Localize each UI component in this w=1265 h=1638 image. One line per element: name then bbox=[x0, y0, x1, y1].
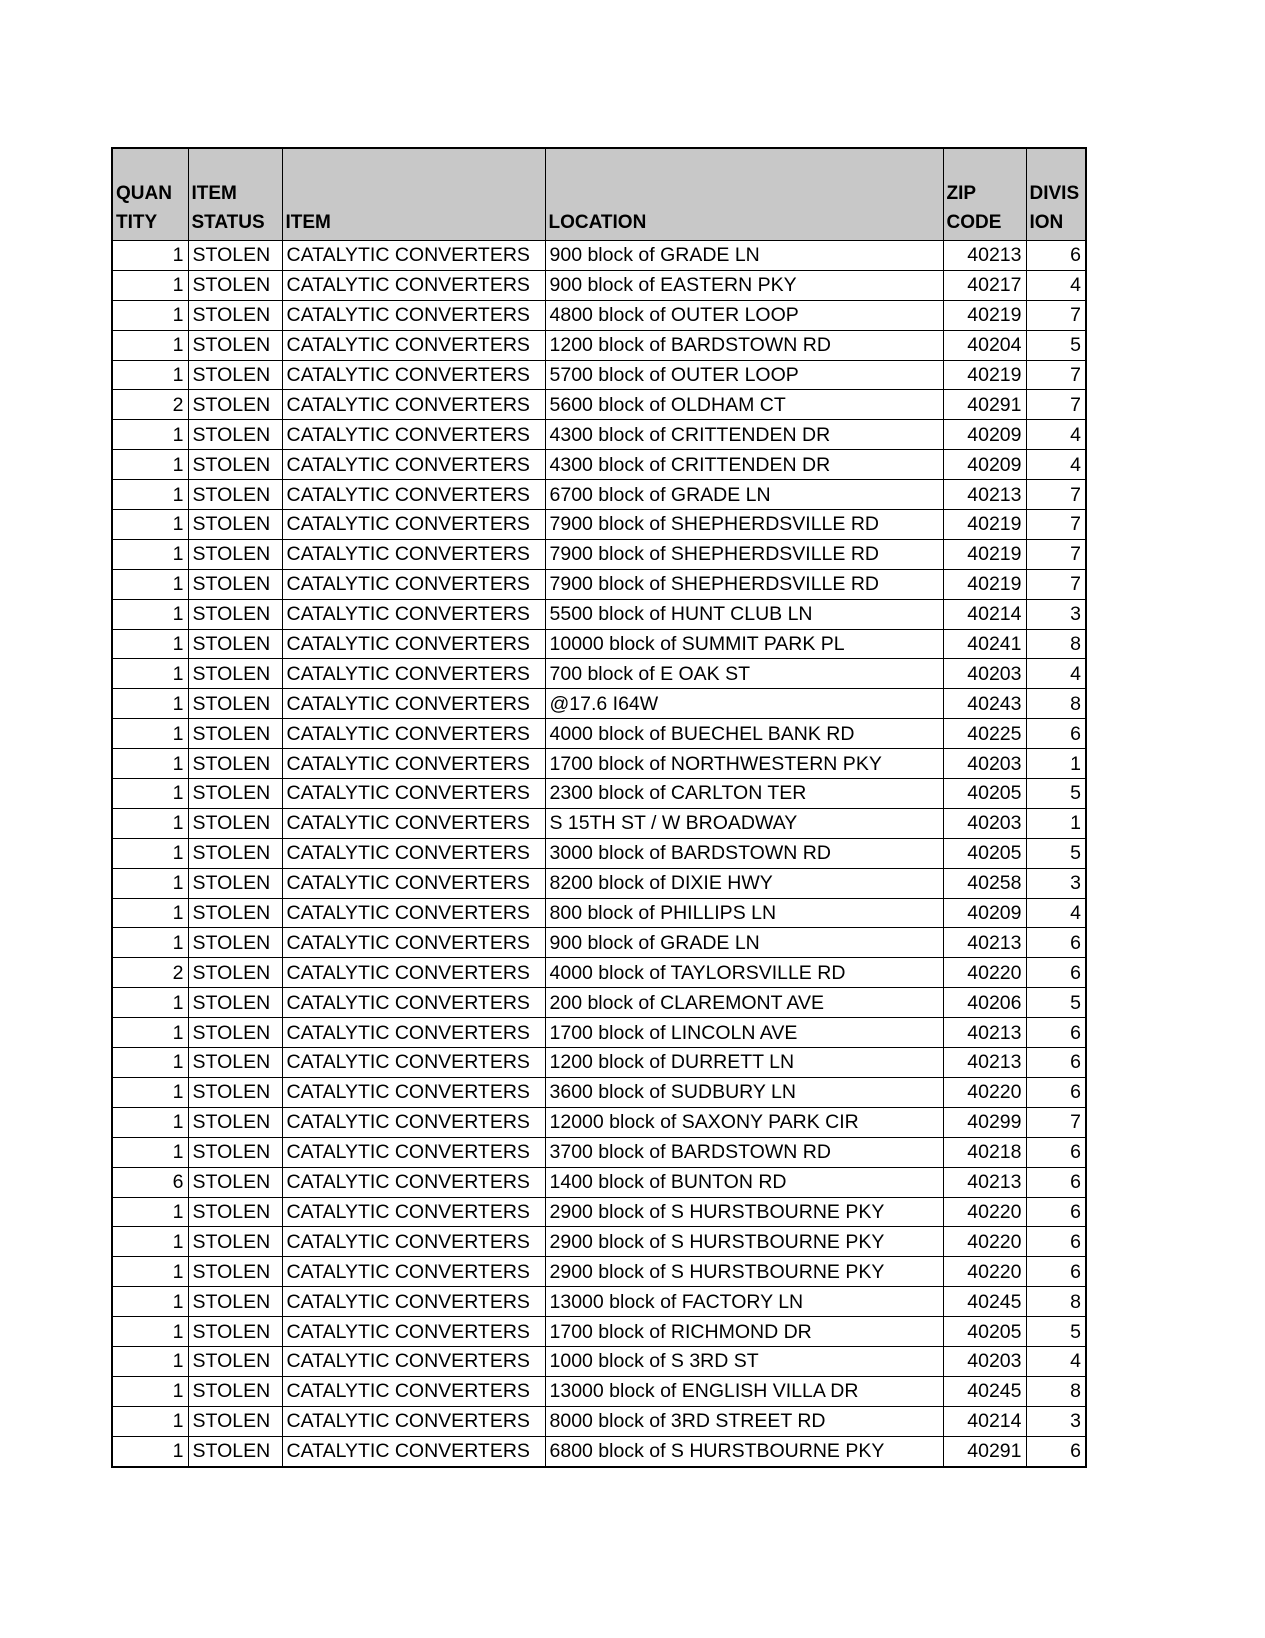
cell-location: S 15TH ST / W BROADWAY bbox=[545, 808, 943, 838]
cell-division: 1 bbox=[1026, 808, 1086, 838]
cell-quantity: 1 bbox=[112, 1287, 188, 1317]
cell-division: 5 bbox=[1026, 779, 1086, 809]
cell-division: 8 bbox=[1026, 1287, 1086, 1317]
cell-quantity: 1 bbox=[112, 659, 188, 689]
cell-zip-code: 40219 bbox=[943, 360, 1026, 390]
table-row bbox=[112, 420, 1086, 450]
cell-item-status: STOLEN bbox=[188, 1197, 282, 1227]
cell-quantity: 2 bbox=[112, 958, 188, 988]
cell-quantity: 1 bbox=[112, 629, 188, 659]
cell-quantity: 1 bbox=[112, 988, 188, 1018]
cell-division: 6 bbox=[1026, 719, 1086, 749]
cell-quantity: 1 bbox=[112, 808, 188, 838]
cell-zip-code: 40213 bbox=[943, 928, 1026, 958]
cell-location: 3600 block of SUDBURY LN bbox=[545, 1077, 943, 1107]
cell-division: 7 bbox=[1026, 510, 1086, 540]
cell-quantity: 1 bbox=[112, 898, 188, 928]
cell-zip-code: 40213 bbox=[943, 1018, 1026, 1048]
table-body bbox=[112, 241, 1086, 1467]
cell-zip-code: 40217 bbox=[943, 270, 1026, 300]
cell-quantity: 1 bbox=[112, 1048, 188, 1078]
cell-quantity: 1 bbox=[112, 330, 188, 360]
cell-location: 700 block of E OAK ST bbox=[545, 659, 943, 689]
cell-item-status: STOLEN bbox=[188, 689, 282, 719]
cell-item-status: STOLEN bbox=[188, 1287, 282, 1317]
cell-quantity: 1 bbox=[112, 779, 188, 809]
cell-item: CATALYTIC CONVERTERS bbox=[282, 360, 545, 390]
table-row bbox=[112, 1436, 1086, 1466]
cell-division: 4 bbox=[1026, 898, 1086, 928]
cell-zip-code: 40219 bbox=[943, 539, 1026, 569]
cell-quantity: 1 bbox=[112, 868, 188, 898]
cell-item: CATALYTIC CONVERTERS bbox=[282, 808, 545, 838]
cell-location: 1000 block of S 3RD ST bbox=[545, 1346, 943, 1376]
cell-item-status: STOLEN bbox=[188, 1227, 282, 1257]
cell-division: 6 bbox=[1026, 1167, 1086, 1197]
table-row bbox=[112, 1317, 1086, 1347]
cell-item-status: STOLEN bbox=[188, 1317, 282, 1347]
cell-item-status: STOLEN bbox=[188, 988, 282, 1018]
cell-zip-code: 40213 bbox=[943, 1048, 1026, 1078]
cell-division: 5 bbox=[1026, 330, 1086, 360]
cell-quantity: 1 bbox=[112, 838, 188, 868]
cell-item: CATALYTIC CONVERTERS bbox=[282, 1018, 545, 1048]
cell-quantity: 1 bbox=[112, 1346, 188, 1376]
table-row bbox=[112, 808, 1086, 838]
cell-division: 3 bbox=[1026, 868, 1086, 898]
cell-location: 900 block of GRADE LN bbox=[545, 241, 943, 271]
cell-location: 12000 block of SAXONY PARK CIR bbox=[545, 1107, 943, 1137]
cell-quantity: 1 bbox=[112, 719, 188, 749]
cell-item-status: STOLEN bbox=[188, 599, 282, 629]
cell-item: CATALYTIC CONVERTERS bbox=[282, 1436, 545, 1466]
cell-item: CATALYTIC CONVERTERS bbox=[282, 390, 545, 420]
cell-location: 4000 block of BUECHEL BANK RD bbox=[545, 719, 943, 749]
cell-item-status: STOLEN bbox=[188, 1018, 282, 1048]
theft-report-table bbox=[111, 147, 1087, 1468]
table-row bbox=[112, 1376, 1086, 1406]
cell-item: CATALYTIC CONVERTERS bbox=[282, 868, 545, 898]
cell-item: CATALYTIC CONVERTERS bbox=[282, 450, 545, 480]
cell-item-status: STOLEN bbox=[188, 300, 282, 330]
table-row bbox=[112, 1346, 1086, 1376]
table-row bbox=[112, 659, 1086, 689]
cell-zip-code: 40214 bbox=[943, 1406, 1026, 1436]
cell-division: 8 bbox=[1026, 1376, 1086, 1406]
cell-location: 7900 block of SHEPHERDSVILLE RD bbox=[545, 539, 943, 569]
cell-location: 1400 block of BUNTON RD bbox=[545, 1167, 943, 1197]
table-row bbox=[112, 1406, 1086, 1436]
cell-location: 3000 block of BARDSTOWN RD bbox=[545, 838, 943, 868]
cell-location: 4300 block of CRITTENDEN DR bbox=[545, 420, 943, 450]
cell-item: CATALYTIC CONVERTERS bbox=[282, 689, 545, 719]
table-row bbox=[112, 1048, 1086, 1078]
cell-item-status: STOLEN bbox=[188, 1257, 282, 1287]
cell-quantity: 1 bbox=[112, 1077, 188, 1107]
cell-quantity: 1 bbox=[112, 1018, 188, 1048]
cell-location: 2900 block of S HURSTBOURNE PKY bbox=[545, 1197, 943, 1227]
cell-location: 8000 block of 3RD STREET RD bbox=[545, 1406, 943, 1436]
cell-zip-code: 40220 bbox=[943, 1227, 1026, 1257]
cell-quantity: 1 bbox=[112, 241, 188, 271]
cell-division: 3 bbox=[1026, 599, 1086, 629]
cell-location: 900 block of EASTERN PKY bbox=[545, 270, 943, 300]
cell-item: CATALYTIC CONVERTERS bbox=[282, 241, 545, 271]
cell-item: CATALYTIC CONVERTERS bbox=[282, 1197, 545, 1227]
cell-quantity: 1 bbox=[112, 480, 188, 510]
cell-zip-code: 40241 bbox=[943, 629, 1026, 659]
cell-zip-code: 40206 bbox=[943, 988, 1026, 1018]
cell-quantity: 1 bbox=[112, 599, 188, 629]
cell-item-status: STOLEN bbox=[188, 510, 282, 540]
cell-location: 2900 block of S HURSTBOURNE PKY bbox=[545, 1257, 943, 1287]
table-row bbox=[112, 270, 1086, 300]
cell-item-status: STOLEN bbox=[188, 629, 282, 659]
cell-zip-code: 40205 bbox=[943, 838, 1026, 868]
cell-location: 4000 block of TAYLORSVILLE RD bbox=[545, 958, 943, 988]
header-zip-code: ZIP CODE bbox=[943, 148, 1026, 241]
cell-item: CATALYTIC CONVERTERS bbox=[282, 510, 545, 540]
cell-item-status: STOLEN bbox=[188, 539, 282, 569]
table-row bbox=[112, 510, 1086, 540]
table-row bbox=[112, 629, 1086, 659]
cell-zip-code: 40225 bbox=[943, 719, 1026, 749]
table-row bbox=[112, 300, 1086, 330]
cell-zip-code: 40203 bbox=[943, 808, 1026, 838]
cell-division: 7 bbox=[1026, 569, 1086, 599]
cell-location: 13000 block of ENGLISH VILLA DR bbox=[545, 1376, 943, 1406]
table-row bbox=[112, 480, 1086, 510]
table-row bbox=[112, 1167, 1086, 1197]
cell-quantity: 1 bbox=[112, 420, 188, 450]
cell-zip-code: 40203 bbox=[943, 1346, 1026, 1376]
cell-item: CATALYTIC CONVERTERS bbox=[282, 1406, 545, 1436]
header-item: ITEM bbox=[282, 148, 545, 241]
cell-item-status: STOLEN bbox=[188, 480, 282, 510]
cell-item: CATALYTIC CONVERTERS bbox=[282, 898, 545, 928]
table-row bbox=[112, 450, 1086, 480]
cell-quantity: 1 bbox=[112, 1227, 188, 1257]
cell-zip-code: 40213 bbox=[943, 241, 1026, 271]
cell-item: CATALYTIC CONVERTERS bbox=[282, 270, 545, 300]
cell-zip-code: 40214 bbox=[943, 599, 1026, 629]
cell-location: 5600 block of OLDHAM CT bbox=[545, 390, 943, 420]
table-row bbox=[112, 749, 1086, 779]
cell-item-status: STOLEN bbox=[188, 330, 282, 360]
cell-division: 4 bbox=[1026, 659, 1086, 689]
cell-item-status: STOLEN bbox=[188, 838, 282, 868]
cell-location: 1200 block of BARDSTOWN RD bbox=[545, 330, 943, 360]
cell-location: 4300 block of CRITTENDEN DR bbox=[545, 450, 943, 480]
cell-division: 6 bbox=[1026, 1018, 1086, 1048]
cell-item-status: STOLEN bbox=[188, 868, 282, 898]
cell-item: CATALYTIC CONVERTERS bbox=[282, 330, 545, 360]
cell-division: 7 bbox=[1026, 360, 1086, 390]
cell-item: CATALYTIC CONVERTERS bbox=[282, 1287, 545, 1317]
cell-location: 900 block of GRADE LN bbox=[545, 928, 943, 958]
table-row bbox=[112, 1107, 1086, 1137]
cell-quantity: 1 bbox=[112, 1406, 188, 1436]
cell-zip-code: 40219 bbox=[943, 300, 1026, 330]
cell-zip-code: 40204 bbox=[943, 330, 1026, 360]
cell-division: 7 bbox=[1026, 539, 1086, 569]
cell-quantity: 1 bbox=[112, 1317, 188, 1347]
cell-zip-code: 40213 bbox=[943, 480, 1026, 510]
cell-division: 6 bbox=[1026, 1137, 1086, 1167]
cell-division: 5 bbox=[1026, 838, 1086, 868]
cell-zip-code: 40219 bbox=[943, 510, 1026, 540]
cell-location: 1700 block of LINCOLN AVE bbox=[545, 1018, 943, 1048]
cell-location: 6700 block of GRADE LN bbox=[545, 480, 943, 510]
table-row bbox=[112, 1257, 1086, 1287]
cell-item: CATALYTIC CONVERTERS bbox=[282, 539, 545, 569]
table-row bbox=[112, 1018, 1086, 1048]
cell-location: 4800 block of OUTER LOOP bbox=[545, 300, 943, 330]
cell-division: 4 bbox=[1026, 420, 1086, 450]
cell-location: 1700 block of NORTHWESTERN PKY bbox=[545, 749, 943, 779]
cell-item: CATALYTIC CONVERTERS bbox=[282, 480, 545, 510]
cell-item-status: STOLEN bbox=[188, 450, 282, 480]
cell-item-status: STOLEN bbox=[188, 569, 282, 599]
cell-zip-code: 40291 bbox=[943, 1436, 1026, 1466]
cell-quantity: 1 bbox=[112, 569, 188, 599]
cell-zip-code: 40219 bbox=[943, 569, 1026, 599]
cell-item-status: STOLEN bbox=[188, 420, 282, 450]
cell-item: CATALYTIC CONVERTERS bbox=[282, 420, 545, 450]
cell-item: CATALYTIC CONVERTERS bbox=[282, 599, 545, 629]
cell-division: 8 bbox=[1026, 629, 1086, 659]
cell-quantity: 1 bbox=[112, 1107, 188, 1137]
cell-item: CATALYTIC CONVERTERS bbox=[282, 928, 545, 958]
cell-item: CATALYTIC CONVERTERS bbox=[282, 300, 545, 330]
cell-zip-code: 40205 bbox=[943, 779, 1026, 809]
cell-item: CATALYTIC CONVERTERS bbox=[282, 659, 545, 689]
cell-item-status: STOLEN bbox=[188, 1107, 282, 1137]
cell-item-status: STOLEN bbox=[188, 360, 282, 390]
cell-item-status: STOLEN bbox=[188, 779, 282, 809]
cell-item-status: STOLEN bbox=[188, 928, 282, 958]
cell-division: 6 bbox=[1026, 1257, 1086, 1287]
cell-quantity: 1 bbox=[112, 360, 188, 390]
cell-zip-code: 40209 bbox=[943, 450, 1026, 480]
table-row bbox=[112, 689, 1086, 719]
cell-zip-code: 40209 bbox=[943, 420, 1026, 450]
table-row bbox=[112, 390, 1086, 420]
cell-division: 4 bbox=[1026, 450, 1086, 480]
cell-quantity: 1 bbox=[112, 928, 188, 958]
table-row bbox=[112, 1197, 1086, 1227]
cell-zip-code: 40205 bbox=[943, 1317, 1026, 1347]
cell-division: 8 bbox=[1026, 689, 1086, 719]
cell-quantity: 1 bbox=[112, 1436, 188, 1466]
cell-item: CATALYTIC CONVERTERS bbox=[282, 988, 545, 1018]
cell-item: CATALYTIC CONVERTERS bbox=[282, 1317, 545, 1347]
cell-quantity: 1 bbox=[112, 1257, 188, 1287]
cell-division: 5 bbox=[1026, 1317, 1086, 1347]
cell-zip-code: 40299 bbox=[943, 1107, 1026, 1137]
cell-division: 6 bbox=[1026, 928, 1086, 958]
cell-item: CATALYTIC CONVERTERS bbox=[282, 779, 545, 809]
cell-item: CATALYTIC CONVERTERS bbox=[282, 629, 545, 659]
cell-division: 4 bbox=[1026, 1346, 1086, 1376]
cell-division: 7 bbox=[1026, 1107, 1086, 1137]
cell-item-status: STOLEN bbox=[188, 1376, 282, 1406]
table-row bbox=[112, 539, 1086, 569]
cell-quantity: 1 bbox=[112, 270, 188, 300]
table-row bbox=[112, 928, 1086, 958]
cell-location: 10000 block of SUMMIT PARK PL bbox=[545, 629, 943, 659]
cell-division: 6 bbox=[1026, 1227, 1086, 1257]
header-division: DIVIS ION bbox=[1026, 148, 1086, 241]
cell-zip-code: 40203 bbox=[943, 749, 1026, 779]
cell-location: 1700 block of RICHMOND DR bbox=[545, 1317, 943, 1347]
cell-location: 2900 block of S HURSTBOURNE PKY bbox=[545, 1227, 943, 1257]
cell-location: 2300 block of CARLTON TER bbox=[545, 779, 943, 809]
cell-item-status: STOLEN bbox=[188, 1436, 282, 1466]
table-row bbox=[112, 330, 1086, 360]
cell-zip-code: 40245 bbox=[943, 1376, 1026, 1406]
cell-zip-code: 40209 bbox=[943, 898, 1026, 928]
cell-item-status: STOLEN bbox=[188, 241, 282, 271]
cell-location: 5500 block of HUNT CLUB LN bbox=[545, 599, 943, 629]
cell-division: 7 bbox=[1026, 480, 1086, 510]
cell-location: @17.6 I64W bbox=[545, 689, 943, 719]
table-row bbox=[112, 599, 1086, 629]
cell-item-status: STOLEN bbox=[188, 1346, 282, 1376]
table-row bbox=[112, 241, 1086, 271]
cell-item-status: STOLEN bbox=[188, 1406, 282, 1436]
cell-zip-code: 40243 bbox=[943, 689, 1026, 719]
cell-quantity: 2 bbox=[112, 390, 188, 420]
cell-zip-code: 40291 bbox=[943, 390, 1026, 420]
table-row bbox=[112, 569, 1086, 599]
cell-quantity: 1 bbox=[112, 749, 188, 779]
cell-item: CATALYTIC CONVERTERS bbox=[282, 1048, 545, 1078]
cell-item-status: STOLEN bbox=[188, 1077, 282, 1107]
cell-item: CATALYTIC CONVERTERS bbox=[282, 1346, 545, 1376]
cell-quantity: 1 bbox=[112, 450, 188, 480]
table-row bbox=[112, 1137, 1086, 1167]
cell-location: 6800 block of S HURSTBOURNE PKY bbox=[545, 1436, 943, 1466]
cell-item: CATALYTIC CONVERTERS bbox=[282, 958, 545, 988]
table-row bbox=[112, 988, 1086, 1018]
table-row bbox=[112, 838, 1086, 868]
cell-division: 6 bbox=[1026, 1197, 1086, 1227]
cell-zip-code: 40220 bbox=[943, 1197, 1026, 1227]
cell-item-status: STOLEN bbox=[188, 390, 282, 420]
cell-quantity: 6 bbox=[112, 1167, 188, 1197]
cell-location: 7900 block of SHEPHERDSVILLE RD bbox=[545, 510, 943, 540]
header-quantity: QUAN TITY bbox=[112, 148, 188, 241]
cell-location: 13000 block of FACTORY LN bbox=[545, 1287, 943, 1317]
cell-location: 8200 block of DIXIE HWY bbox=[545, 868, 943, 898]
cell-item: CATALYTIC CONVERTERS bbox=[282, 749, 545, 779]
cell-quantity: 1 bbox=[112, 300, 188, 330]
table-row bbox=[112, 1287, 1086, 1317]
header-location: LOCATION bbox=[545, 148, 943, 241]
table-row bbox=[112, 1227, 1086, 1257]
cell-location: 200 block of CLAREMONT AVE bbox=[545, 988, 943, 1018]
cell-division: 7 bbox=[1026, 300, 1086, 330]
table-row bbox=[112, 868, 1086, 898]
table-row bbox=[112, 360, 1086, 390]
cell-zip-code: 40220 bbox=[943, 958, 1026, 988]
cell-location: 5700 block of OUTER LOOP bbox=[545, 360, 943, 390]
cell-item-status: STOLEN bbox=[188, 958, 282, 988]
cell-division: 3 bbox=[1026, 1406, 1086, 1436]
cell-item: CATALYTIC CONVERTERS bbox=[282, 719, 545, 749]
cell-division: 6 bbox=[1026, 1077, 1086, 1107]
cell-zip-code: 40220 bbox=[943, 1257, 1026, 1287]
cell-item-status: STOLEN bbox=[188, 749, 282, 779]
cell-division: 1 bbox=[1026, 749, 1086, 779]
cell-location: 1200 block of DURRETT LN bbox=[545, 1048, 943, 1078]
cell-item: CATALYTIC CONVERTERS bbox=[282, 1077, 545, 1107]
cell-division: 5 bbox=[1026, 988, 1086, 1018]
cell-division: 6 bbox=[1026, 241, 1086, 271]
cell-zip-code: 40203 bbox=[943, 659, 1026, 689]
cell-item-status: STOLEN bbox=[188, 1048, 282, 1078]
cell-division: 4 bbox=[1026, 270, 1086, 300]
cell-location: 7900 block of SHEPHERDSVILLE RD bbox=[545, 569, 943, 599]
cell-item: CATALYTIC CONVERTERS bbox=[282, 838, 545, 868]
cell-division: 6 bbox=[1026, 958, 1086, 988]
table-row bbox=[112, 898, 1086, 928]
cell-item: CATALYTIC CONVERTERS bbox=[282, 1376, 545, 1406]
cell-quantity: 1 bbox=[112, 510, 188, 540]
cell-item-status: STOLEN bbox=[188, 659, 282, 689]
cell-zip-code: 40220 bbox=[943, 1077, 1026, 1107]
header-item-status: ITEM STATUS bbox=[188, 148, 282, 241]
cell-item: CATALYTIC CONVERTERS bbox=[282, 1167, 545, 1197]
cell-item-status: STOLEN bbox=[188, 1167, 282, 1197]
cell-division: 6 bbox=[1026, 1048, 1086, 1078]
cell-item: CATALYTIC CONVERTERS bbox=[282, 1227, 545, 1257]
cell-zip-code: 40258 bbox=[943, 868, 1026, 898]
cell-item-status: STOLEN bbox=[188, 270, 282, 300]
header-row bbox=[112, 148, 1086, 241]
cell-zip-code: 40213 bbox=[943, 1167, 1026, 1197]
cell-zip-code: 40218 bbox=[943, 1137, 1026, 1167]
table-header bbox=[112, 148, 1086, 241]
cell-item-status: STOLEN bbox=[188, 808, 282, 838]
cell-item-status: STOLEN bbox=[188, 1137, 282, 1167]
cell-item-status: STOLEN bbox=[188, 719, 282, 749]
table-row bbox=[112, 719, 1086, 749]
table-row bbox=[112, 779, 1086, 809]
cell-location: 3700 block of BARDSTOWN RD bbox=[545, 1137, 943, 1167]
cell-quantity: 1 bbox=[112, 1197, 188, 1227]
cell-zip-code: 40245 bbox=[943, 1287, 1026, 1317]
cell-item: CATALYTIC CONVERTERS bbox=[282, 1107, 545, 1137]
table-row bbox=[112, 958, 1086, 988]
cell-division: 7 bbox=[1026, 390, 1086, 420]
cell-item-status: STOLEN bbox=[188, 898, 282, 928]
cell-location: 800 block of PHILLIPS LN bbox=[545, 898, 943, 928]
cell-item: CATALYTIC CONVERTERS bbox=[282, 569, 545, 599]
cell-division: 6 bbox=[1026, 1436, 1086, 1466]
cell-quantity: 1 bbox=[112, 1137, 188, 1167]
cell-quantity: 1 bbox=[112, 1376, 188, 1406]
table-row bbox=[112, 1077, 1086, 1107]
cell-quantity: 1 bbox=[112, 539, 188, 569]
cell-item: CATALYTIC CONVERTERS bbox=[282, 1257, 545, 1287]
cell-quantity: 1 bbox=[112, 689, 188, 719]
cell-item: CATALYTIC CONVERTERS bbox=[282, 1137, 545, 1167]
